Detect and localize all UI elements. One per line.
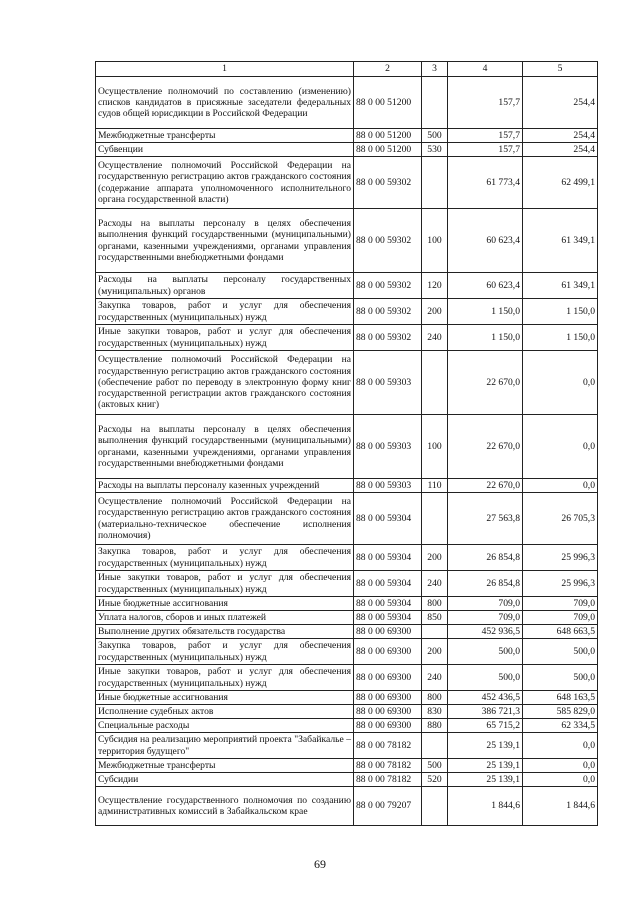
row-name: Уплата налогов, сборов и иных платежей bbox=[96, 611, 354, 625]
row-name: Иные бюджетные ассигнования bbox=[96, 691, 354, 705]
row-name: Закупка товаров, работ и услуг для обеспечения государственных (муниципальных) нужд bbox=[96, 639, 354, 665]
row-name: Расходы на выплаты персоналу в целях обеспечения выполнения функций государственными (муниципальными) органами, казенными учреждениями, органами управления государственными внебюджетными фондами bbox=[96, 415, 354, 479]
table-row bbox=[96, 299, 598, 325]
row-amount-1: 61 773,4 bbox=[448, 157, 523, 209]
row-name: Выполнение других обязательств государства bbox=[96, 625, 354, 639]
table-row bbox=[96, 733, 598, 759]
row-code: 88 0 00 51200 bbox=[354, 77, 422, 129]
row-expense-type: 120 bbox=[422, 273, 448, 299]
row-code: 88 0 00 79207 bbox=[354, 787, 422, 826]
row-code: 88 0 00 69300 bbox=[354, 719, 422, 733]
row-expense-type: 240 bbox=[422, 665, 448, 691]
row-expense-type: 500 bbox=[422, 759, 448, 773]
row-expense-type: 200 bbox=[422, 545, 448, 571]
row-code: 88 0 00 59303 bbox=[354, 479, 422, 493]
page-number: 69 bbox=[314, 857, 326, 871]
row-amount-2: 0,0 bbox=[523, 415, 598, 479]
row-amount-2: 25 996,3 bbox=[523, 571, 598, 597]
row-expense-type: 530 bbox=[422, 143, 448, 157]
row-name: Иные закупки товаров, работ и услуг для обеспечения государственных (муниципальных) нужд bbox=[96, 325, 354, 351]
row-name: Исполнение судебных актов bbox=[96, 705, 354, 719]
row-amount-1: 500,0 bbox=[448, 665, 523, 691]
row-code: 88 0 00 69300 bbox=[354, 691, 422, 705]
row-expense-type bbox=[422, 157, 448, 209]
row-name: Субсидия на реализацию мероприятий проекта "Забайкалье – территория будущего" bbox=[96, 733, 354, 759]
row-amount-2: 0,0 bbox=[523, 733, 598, 759]
row-amount-1: 22 670,0 bbox=[448, 415, 523, 479]
row-code: 88 0 00 59304 bbox=[354, 493, 422, 545]
table-row bbox=[96, 665, 598, 691]
row-amount-2: 26 705,3 bbox=[523, 493, 598, 545]
row-amount-1: 157,7 bbox=[448, 129, 523, 143]
row-amount-2: 648 663,5 bbox=[523, 625, 598, 639]
table-row bbox=[96, 625, 598, 639]
row-expense-type bbox=[422, 493, 448, 545]
row-amount-2: 0,0 bbox=[523, 759, 598, 773]
row-amount-1: 60 623,4 bbox=[448, 273, 523, 299]
row-name: Субвенции bbox=[96, 143, 354, 157]
row-amount-1: 22 670,0 bbox=[448, 479, 523, 493]
row-code: 88 0 00 59302 bbox=[354, 209, 422, 273]
table-row bbox=[96, 157, 598, 209]
row-amount-2: 500,0 bbox=[523, 665, 598, 691]
row-amount-1: 157,7 bbox=[448, 143, 523, 157]
row-expense-type: 520 bbox=[422, 773, 448, 787]
table-row bbox=[96, 787, 598, 826]
row-code: 88 0 00 59302 bbox=[354, 273, 422, 299]
row-expense-type: 800 bbox=[422, 691, 448, 705]
table-row bbox=[96, 77, 598, 129]
header-cell-amount-1: 4 bbox=[448, 62, 523, 77]
row-name: Расходы на выплаты персоналу государственных (муниципальных) органов bbox=[96, 273, 354, 299]
row-amount-1: 1 150,0 bbox=[448, 299, 523, 325]
row-name: Межбюджетные трансферты bbox=[96, 129, 354, 143]
table-row bbox=[96, 273, 598, 299]
row-amount-1: 386 721,3 bbox=[448, 705, 523, 719]
row-name: Осуществление полномочий Российской Федерации на государственную регистрацию актов гражданского состояния (материально-техническое обеспечение исполнения полномочия) bbox=[96, 493, 354, 545]
row-amount-1: 25 139,1 bbox=[448, 773, 523, 787]
row-amount-2: 0,0 bbox=[523, 351, 598, 415]
row-expense-type bbox=[422, 733, 448, 759]
row-expense-type: 850 bbox=[422, 611, 448, 625]
row-amount-2: 254,4 bbox=[523, 77, 598, 129]
row-expense-type: 880 bbox=[422, 719, 448, 733]
row-code: 88 0 00 51200 bbox=[354, 143, 422, 157]
row-code: 88 0 00 59302 bbox=[354, 325, 422, 351]
row-name: Расходы на выплаты персоналу казенных учреждений bbox=[96, 479, 354, 493]
row-name: Расходы на выплаты персоналу в целях обеспечения выполнения функций государственными (муниципальными) органами, казенными учреждениями, органами управления государственными внебюджетными фондами bbox=[96, 209, 354, 273]
row-amount-2: 254,4 bbox=[523, 143, 598, 157]
table-row bbox=[96, 705, 598, 719]
row-amount-2: 61 349,1 bbox=[523, 209, 598, 273]
row-amount-2: 500,0 bbox=[523, 639, 598, 665]
row-expense-type: 100 bbox=[422, 209, 448, 273]
row-amount-1: 27 563,8 bbox=[448, 493, 523, 545]
row-amount-2: 709,0 bbox=[523, 597, 598, 611]
table-row bbox=[96, 143, 598, 157]
budget-table bbox=[95, 61, 598, 826]
row-expense-type: 110 bbox=[422, 479, 448, 493]
table-row bbox=[96, 719, 598, 733]
row-name: Межбюджетные трансферты bbox=[96, 759, 354, 773]
row-code: 88 0 00 59302 bbox=[354, 157, 422, 209]
row-code: 88 0 00 78182 bbox=[354, 759, 422, 773]
header-cell-amount-2: 5 bbox=[523, 62, 598, 77]
row-code: 88 0 00 59302 bbox=[354, 299, 422, 325]
row-amount-1: 25 139,1 bbox=[448, 759, 523, 773]
row-amount-1: 709,0 bbox=[448, 611, 523, 625]
row-amount-1: 500,0 bbox=[448, 639, 523, 665]
row-name: Осуществление полномочий Российской Федерации на государственную регистрацию актов гражданского состояния (содержание аппарата уполномоченного исполнительного органа государственной власти) bbox=[96, 157, 354, 209]
row-amount-1: 60 623,4 bbox=[448, 209, 523, 273]
row-code: 88 0 00 78182 bbox=[354, 733, 422, 759]
row-expense-type: 800 bbox=[422, 597, 448, 611]
row-name: Иные закупки товаров, работ и услуг для обеспечения государственных (муниципальных) нужд bbox=[96, 665, 354, 691]
row-amount-2: 1 150,0 bbox=[523, 299, 598, 325]
row-expense-type: 240 bbox=[422, 325, 448, 351]
row-amount-2: 0,0 bbox=[523, 479, 598, 493]
row-expense-type bbox=[422, 625, 448, 639]
row-name: Осуществление государственного полномочия по созданию административных комиссий в Забайкальском крае bbox=[96, 787, 354, 826]
table-row bbox=[96, 351, 598, 415]
row-name: Осуществление полномочий по составлению (изменению) списков кандидатов в присяжные заседатели федеральных судов общей юрисдикции в Российской Федерации bbox=[96, 77, 354, 129]
table-row bbox=[96, 759, 598, 773]
row-amount-2: 709,0 bbox=[523, 611, 598, 625]
row-code: 88 0 00 78182 bbox=[354, 773, 422, 787]
row-amount-1: 452 936,5 bbox=[448, 625, 523, 639]
table-row bbox=[96, 325, 598, 351]
row-code: 88 0 00 69300 bbox=[354, 705, 422, 719]
row-name: Иные закупки товаров, работ и услуг для обеспечения государственных (муниципальных) нужд bbox=[96, 571, 354, 597]
row-amount-1: 452 436,5 bbox=[448, 691, 523, 705]
row-name: Закупка товаров, работ и услуг для обеспечения государственных (муниципальных) нужд bbox=[96, 299, 354, 325]
row-code: 88 0 00 69300 bbox=[354, 665, 422, 691]
row-amount-2: 61 349,1 bbox=[523, 273, 598, 299]
row-amount-2: 585 829,0 bbox=[523, 705, 598, 719]
row-amount-1: 709,0 bbox=[448, 597, 523, 611]
row-amount-2: 62 334,5 bbox=[523, 719, 598, 733]
row-expense-type bbox=[422, 351, 448, 415]
row-amount-1: 157,7 bbox=[448, 77, 523, 129]
header-cell-name: 1 bbox=[96, 62, 354, 77]
row-amount-2: 648 163,5 bbox=[523, 691, 598, 705]
row-code: 88 0 00 59303 bbox=[354, 415, 422, 479]
row-code: 88 0 00 59303 bbox=[354, 351, 422, 415]
row-amount-1: 26 854,8 bbox=[448, 545, 523, 571]
row-name: Закупка товаров, работ и услуг для обеспечения государственных (муниципальных) нужд bbox=[96, 545, 354, 571]
table-row bbox=[96, 479, 598, 493]
row-name: Субсидии bbox=[96, 773, 354, 787]
table-row bbox=[96, 773, 598, 787]
row-amount-1: 65 715,2 bbox=[448, 719, 523, 733]
row-expense-type: 240 bbox=[422, 571, 448, 597]
table-row bbox=[96, 691, 598, 705]
row-expense-type: 200 bbox=[422, 299, 448, 325]
header-cell-expense-type: 3 bbox=[422, 62, 448, 77]
table-row bbox=[96, 571, 598, 597]
row-name: Специальные расходы bbox=[96, 719, 354, 733]
table-row bbox=[96, 415, 598, 479]
row-code: 88 0 00 69300 bbox=[354, 639, 422, 665]
row-amount-1: 22 670,0 bbox=[448, 351, 523, 415]
row-expense-type: 100 bbox=[422, 415, 448, 479]
row-expense-type: 200 bbox=[422, 639, 448, 665]
row-amount-2: 254,4 bbox=[523, 129, 598, 143]
header-row bbox=[96, 62, 598, 77]
row-code: 88 0 00 59304 bbox=[354, 597, 422, 611]
table-row bbox=[96, 209, 598, 273]
row-code: 88 0 00 59304 bbox=[354, 571, 422, 597]
table-body bbox=[96, 62, 598, 826]
row-expense-type bbox=[422, 787, 448, 826]
row-amount-1: 1 844,6 bbox=[448, 787, 523, 826]
row-name: Иные бюджетные ассигнования bbox=[96, 597, 354, 611]
row-amount-2: 1 150,0 bbox=[523, 325, 598, 351]
row-code: 88 0 00 51200 bbox=[354, 129, 422, 143]
row-code: 88 0 00 59304 bbox=[354, 545, 422, 571]
table-row bbox=[96, 545, 598, 571]
row-amount-2: 62 499,1 bbox=[523, 157, 598, 209]
header-cell-code: 2 bbox=[354, 62, 422, 77]
table-row bbox=[96, 493, 598, 545]
table-row bbox=[96, 639, 598, 665]
row-amount-1: 26 854,8 bbox=[448, 571, 523, 597]
row-expense-type bbox=[422, 77, 448, 129]
row-expense-type: 500 bbox=[422, 129, 448, 143]
row-amount-1: 25 139,1 bbox=[448, 733, 523, 759]
row-amount-2: 1 844,6 bbox=[523, 787, 598, 826]
row-expense-type: 830 bbox=[422, 705, 448, 719]
table-row bbox=[96, 597, 598, 611]
row-name: Осуществление полномочий Российской Федерации на государственную регистрацию актов гражданского состояния (обеспечение работ по переводу в электронную форму книг государственной регистрации актов гражданского состояния (актовых книг) bbox=[96, 351, 354, 415]
table-row bbox=[96, 611, 598, 625]
row-amount-2: 25 996,3 bbox=[523, 545, 598, 571]
row-code: 88 0 00 69300 bbox=[354, 625, 422, 639]
table-row bbox=[96, 129, 598, 143]
row-amount-2: 0,0 bbox=[523, 773, 598, 787]
row-code: 88 0 00 59304 bbox=[354, 611, 422, 625]
row-amount-1: 1 150,0 bbox=[448, 325, 523, 351]
